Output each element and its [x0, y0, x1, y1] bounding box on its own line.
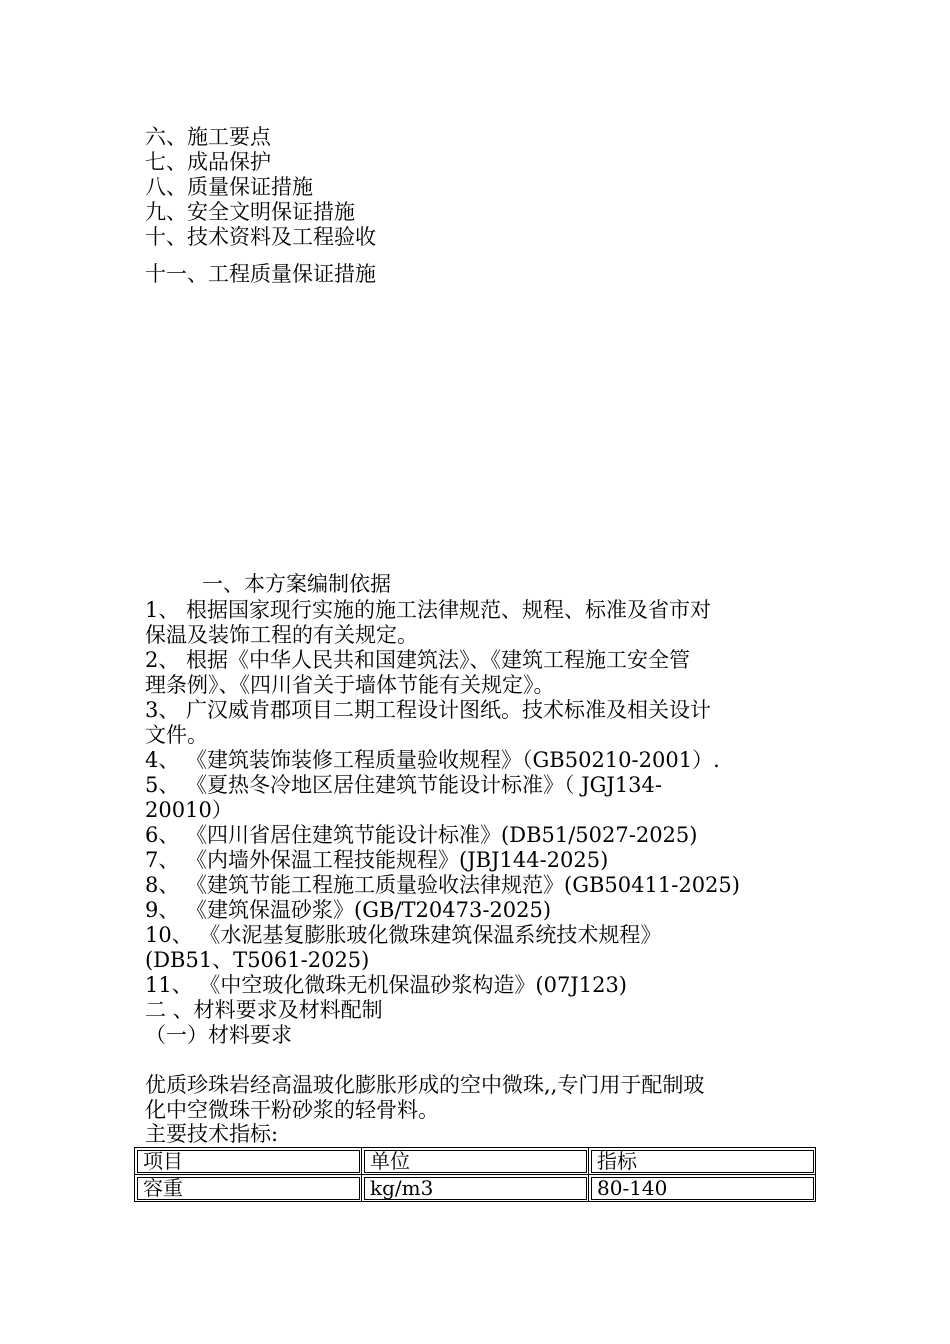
body-line: 理条例》、《四川省关于墙体节能有关规定》。: [145, 673, 555, 697]
table-cell: 容重: [135, 1175, 362, 1202]
table-caption: 主要技术指标:: [145, 1122, 279, 1146]
table-row: [135, 1175, 816, 1202]
toc-item: 九、安全文明保证措施: [145, 200, 355, 224]
body-line: 20010）: [145, 798, 233, 822]
table-header-cell: 指标: [589, 1148, 816, 1175]
subsection-title: （一）材料要求: [145, 1023, 292, 1047]
table-header-cell: 项目: [135, 1148, 362, 1175]
body-line: 8、 《建筑节能工程施工质量验收法律规范》(GB50411-2025): [145, 873, 740, 897]
body-line: 11、 《中空玻化微珠无机保温砂浆构造》(07J123): [145, 973, 628, 997]
table-header-cell: 单位: [362, 1148, 589, 1175]
section-title: 二 、材料要求及材料配制: [145, 998, 383, 1022]
table-cell: kg/m3: [362, 1175, 589, 1202]
body-line: 6、 《四川省居住建筑节能设计标准》(DB51/5027-2025): [145, 823, 698, 847]
body-line: 1、 根据国家现行实施的施工法律规范、规程、标准及省市对: [145, 598, 712, 622]
toc-item: 八、质量保证措施: [145, 175, 313, 199]
table-header-row: [135, 1148, 816, 1175]
body-line: 化中空微珠干粉砂浆的轻骨料。: [145, 1098, 439, 1122]
section-title: 一、本方案编制依据: [202, 572, 391, 596]
body-line: 优质珍珠岩经高温玻化膨胀形成的空中微珠,,专门用于配制玻: [145, 1073, 705, 1097]
body-line: 3、 广汉威肯郡项目二期工程设计图纸。技术标准及相关设计: [145, 698, 712, 722]
toc-item: 十一、工程质量保证措施: [145, 262, 376, 286]
body-line: 保温及装饰工程的有关规定。: [145, 623, 418, 647]
toc-item: 六、施工要点: [145, 125, 271, 149]
body-line: 5、 《夏热冬冷地区居住建筑节能设计标准》（ JGJ134-: [145, 773, 663, 797]
body-line: 4、 《建筑装饰装修工程质量验收规程》（GB50210-2001）.: [145, 748, 720, 772]
spec-table: [134, 1147, 816, 1202]
toc-item: 十、技术资料及工程验收: [145, 225, 376, 249]
body-line: 7、 《内墙外保温工程技能规程》(JBJ144-2025): [145, 848, 609, 872]
body-line: 10、 《水泥基复膨胀玻化微珠建筑保温系统技术规程》: [145, 923, 662, 947]
body-line: 文件。: [145, 723, 208, 747]
toc-item: 七、成品保护: [145, 150, 271, 174]
body-line: 2、 根据《中华人民共和国建筑法》、《建筑工程施工安全管: [145, 648, 691, 672]
body-line: 9、 《建筑保温砂浆》(GB/T20473-2025): [145, 898, 552, 922]
body-line: (DB51、T5061-2025): [145, 948, 370, 972]
table-cell: 80-140: [589, 1175, 816, 1202]
